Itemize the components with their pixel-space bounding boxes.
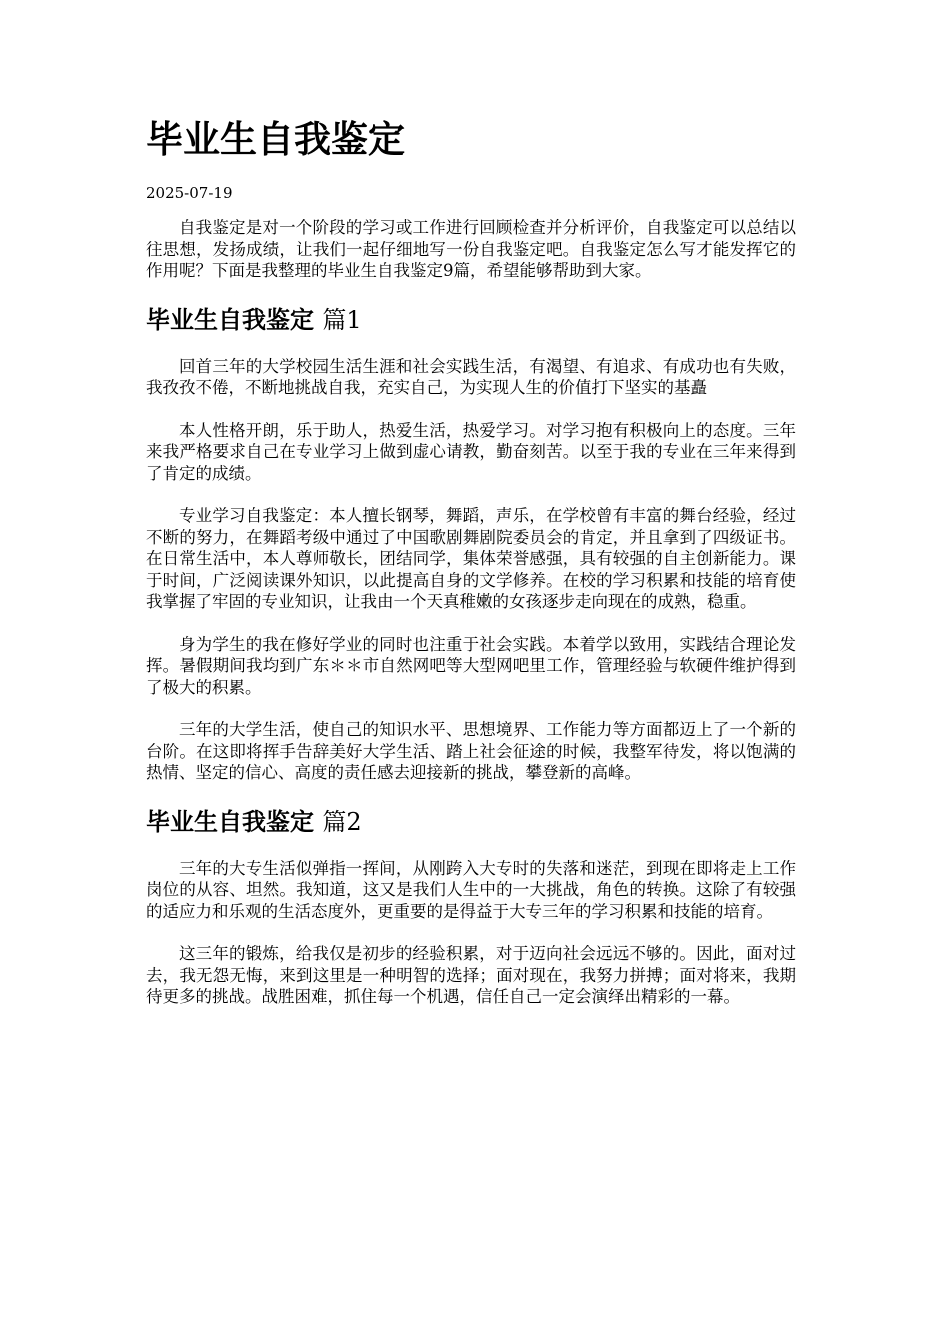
section-1-paragraph-2: 本人性格开朗，乐于助人，热爱生活，热爱学习。对学习抱有积极向上的态度。三年来我严格要求自己在专业学习上做到虚心请教，勤奋刻苦。以至于我的专业在三年来得到了肯定的成绩。 — [146, 420, 796, 483]
section-1-paragraph-1: 回首三年的大学校园生活生涯和社会实践生活，有渴望、有追求、有成功也有失败，我孜孜不倦，不断地挑战自我，充实自己，为实现人生的价值打下坚实的基矗 — [146, 356, 796, 397]
section-heading-2 — [146, 805, 796, 839]
intro-paragraph: 自我鉴定是对一个阶段的学习或工作进行回顾检查并分析评价，自我鉴定可以总结以往思想，发扬成绩，让我们一起仔细地写一份自我鉴定吧。自我鉴定怎么写才能发挥它的作用呢？下面是我整理的毕业生自我鉴定9篇，希望能够帮助到大家。 — [146, 218, 796, 280]
document-page — [146, 112, 796, 1008]
section-heading-text: 毕业生自我鉴定 — [146, 305, 314, 334]
section-2-paragraph-1: 三年的大专生活似弹指一挥间，从刚跨入大专时的失落和迷茫，到现在即将走上工作岗位的从容、坦然。我知道，这又是我们人生中的一大挑战，角色的转换。这除了有较强的适应力和乐观的生活态度外，更重要的是得益于大专三年的学习积累和技能的培育。 — [146, 858, 796, 921]
section-heading-1 — [146, 303, 796, 337]
section-heading-number: 篇1 — [322, 305, 362, 334]
section-2-paragraph-2: 这三年的锻炼，给我仅是初步的经验积累，对于迈向社会远远不够的。因此，面对过去，我无怨无悔，来到这里是一种明智的选择；面对现在，我努力拼搏；面对将来，我期待更多的挑战。战胜困难，抓住每一个机遇，信任自己一定会演绎出精彩的一幕。 — [146, 944, 796, 1006]
section-heading-number: 篇2 — [322, 807, 362, 836]
section-1-paragraph-5: 三年的大学生活，使自己的知识水平、思想境界、工作能力等方面都迈上了一个新的台阶。在这即将挥手告辞美好大学生活、踏上社会征途的时候，我整军待发，将以饱满的热情、坚定的信心、高度的责任感去迎接新的挑战，攀登新的高峰。 — [146, 720, 796, 782]
document-title: 毕业生自我鉴定 — [146, 118, 405, 161]
section-1-paragraph-4: 身为学生的我在修好学业的同时也注重于社会实践。本着学以致用，实践结合理论发挥。暑假期间我均到广东＊＊市自然网吧等大型网吧里工作，管理经验与软硬件维护得到了极大的积累。 — [146, 634, 796, 697]
document-date: 2025-07-19 — [146, 184, 233, 202]
section-heading-text: 毕业生自我鉴定 — [146, 807, 314, 836]
section-1-paragraph-3: 专业学习自我鉴定：本人擅长钢琴，舞蹈，声乐，在学校曾有丰富的舞台经验，经过不断的努力，在舞蹈考级中通过了中国歌剧舞剧院委员会的肯定，并且拿到了四级证书。在日常生活中，本人尊师敬长，团结同学，集体荣誉感强，具有较强的自主创新能力。课于时间，广泛阅读课外知识，以此提高自身的文学修养。在校的学习积累和技能的培育使我掌握了牢固的专业知识，让我由一个天真稚嫩的女孩逐步走向现在的成熟，稳重。 — [146, 506, 796, 611]
